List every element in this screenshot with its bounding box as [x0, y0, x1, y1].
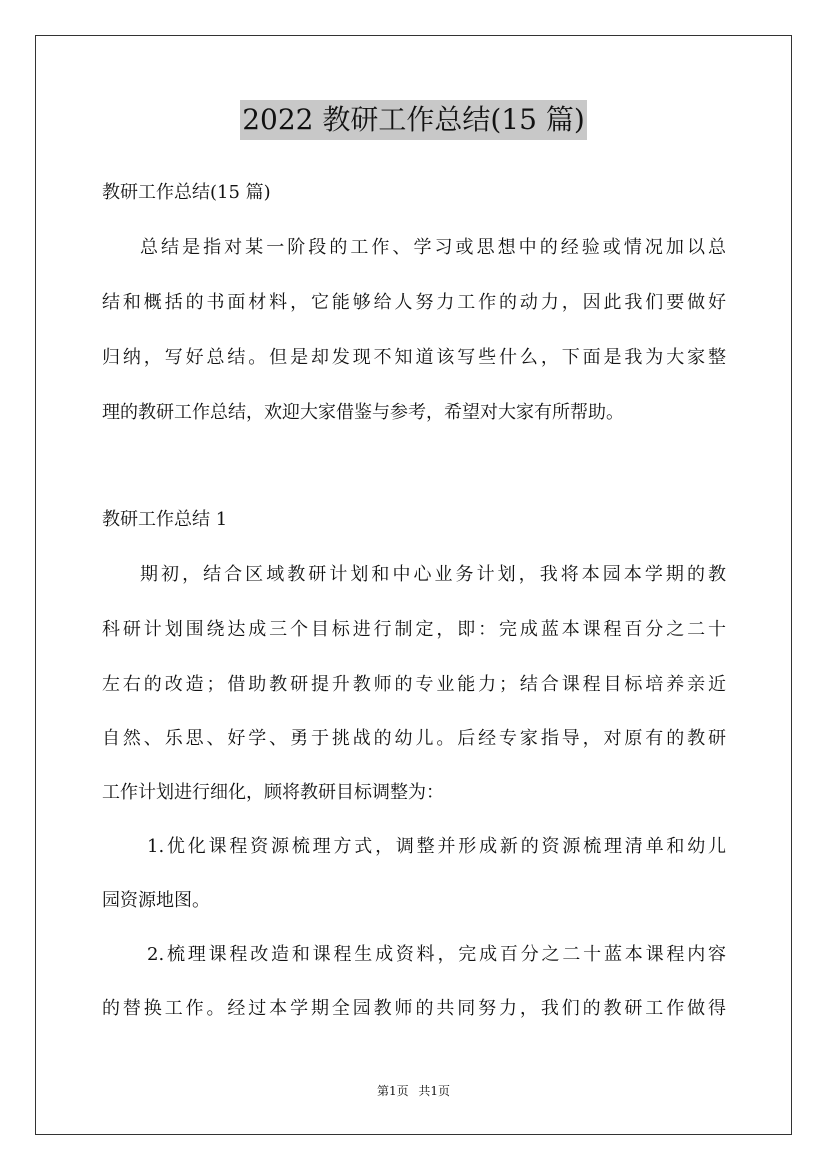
intro-line-4: 理的教研工作总结，欢迎大家借鉴与参考，希望对大家有所帮助。: [102, 402, 624, 423]
document-subtitle: 教研工作总结(15 篇): [102, 182, 271, 203]
body-line-2: 科研计划围绕达成三个目标进行制定，即：完成蓝本课程百分之二十: [102, 619, 726, 640]
body-line-6: 1.优化课程资源梳理方式，调整并形成新的资源梳理清单和幼儿: [147, 836, 726, 857]
body-line-5: 工作计划进行细化，顾将教研目标调整为：: [102, 782, 444, 803]
page-number: 第1页: [376, 1084, 409, 1098]
document-title: 2022 教研工作总结(15 篇): [240, 100, 587, 140]
intro-line-2: 结和概括的书面材料，它能够给人努力工作的动力，因此我们要做好: [102, 292, 726, 313]
intro-line-1: 总结是指对某一阶段的工作、学习或思想中的经验或情况加以总: [140, 237, 726, 258]
body-line-8: 2.梳理课程改造和课程生成资料，完成百分之二十蓝本课程内容: [147, 944, 726, 965]
body-line-1: 期初，结合区域教研计划和中心业务计划，我将本园本学期的教: [140, 564, 726, 585]
body-line-7: 园资源地图。: [102, 890, 210, 911]
body-line-4: 自然、乐思、好学、勇于挑战的幼儿。后经专家指导，对原有的教研: [102, 728, 726, 749]
body-line-9: 的替换工作。经过本学期全园教师的共同努力，我们的教研工作做得: [102, 998, 726, 1019]
page-total: 共1页: [418, 1084, 451, 1098]
page-footer: [0, 1083, 827, 1099]
section-heading: 教研工作总结 1: [102, 509, 228, 530]
intro-line-3: 归纳，写好总结。但是却发现不知道该写些什么，下面是我为大家整: [102, 347, 726, 368]
title-wrap: [0, 100, 827, 140]
body-line-3: 左右的改造；借助教研提升教师的专业能力；结合课程目标培养亲近: [102, 674, 726, 695]
